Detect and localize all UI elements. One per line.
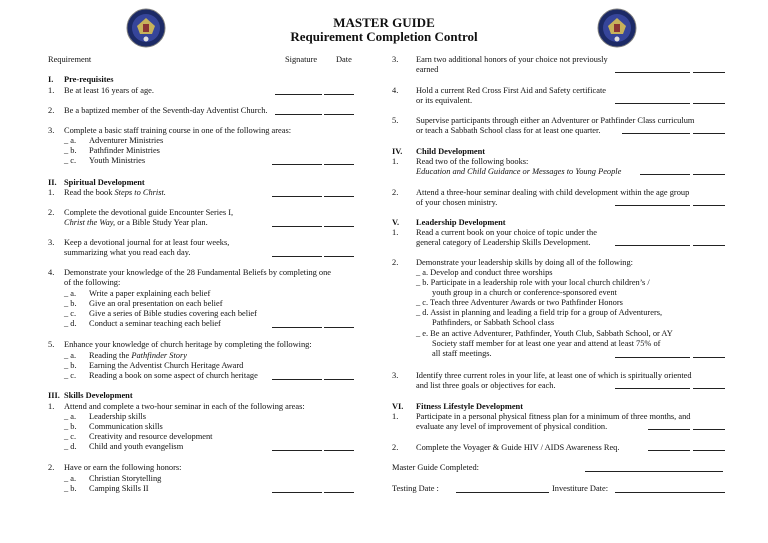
sub-checkbox[interactable]: _ b. (64, 361, 77, 370)
signature-line[interactable] (615, 205, 690, 206)
requirement-text: Demonstrate your leadership skills by doing all of the following: (416, 258, 634, 267)
date-line[interactable] (693, 133, 725, 134)
requirement-text: Keep a devotional journal for at least four weeks, (64, 238, 230, 247)
requirement-text: Enhance your knowledge of church heritage by completing the following: (64, 340, 312, 349)
signature-line[interactable] (272, 327, 322, 328)
item-number: 1. (48, 402, 55, 411)
date-line[interactable] (324, 114, 354, 115)
date-line[interactable] (324, 164, 354, 165)
sub-item[interactable]: _ a. Develop and conduct three worships (416, 268, 553, 277)
item-number: 2. (48, 106, 55, 115)
signature-line[interactable] (622, 133, 690, 134)
sub-checkbox[interactable]: _ c. (64, 371, 77, 380)
requirement-text: Identify three current roles in your life, at least one of which is spiritually oriented (416, 371, 692, 380)
date-line[interactable] (693, 429, 725, 430)
sub-checkbox[interactable]: _ c. (64, 156, 77, 165)
requirement-text: Attend and complete a two-hour seminar in each of the following areas: (64, 402, 305, 411)
item-number: 2. (48, 463, 55, 472)
item-number: 3. (392, 55, 399, 64)
sub-item[interactable]: _ c. Teach three Adventurer Awards or two Pathfinder Honors (416, 298, 623, 307)
column-header-requirement: Requirement (48, 55, 92, 64)
item-number: 1. (48, 86, 55, 95)
sub-text: Youth Ministries (89, 156, 146, 165)
date-line[interactable] (324, 492, 354, 493)
sub-item[interactable]: _ b. Participate in a leadership role with your local church children’s / (416, 278, 650, 287)
signature-line[interactable] (272, 196, 322, 197)
column-header-signature: Signature (285, 55, 318, 64)
requirement-text: Earn two additional honors of your choice not previously (416, 55, 608, 64)
signature-line[interactable] (648, 450, 690, 451)
requirement-text: Complete the Voyager & Guide HIV / AIDS Awareness Req. (416, 443, 620, 452)
item-number: 5. (392, 116, 399, 125)
sub-text: Write a paper explaining each belief (89, 289, 211, 298)
item-number: 4. (48, 268, 55, 277)
date-line[interactable] (693, 357, 725, 358)
date-line[interactable] (693, 388, 725, 389)
sub-text: all staff meetings. (432, 349, 492, 358)
requirement-text: general category of Leadership Skills Development. (416, 238, 591, 247)
requirement-text: Attend a three-hour seminar dealing with child development within the age group (416, 188, 690, 197)
date-line[interactable] (693, 174, 725, 175)
section-number: II. (48, 178, 57, 187)
requirement-text: Be a baptized member of the Seventh-day Adventist Church. (64, 106, 268, 115)
sub-checkbox[interactable]: _ b. (64, 146, 77, 155)
requirement-text: Supervise participants through either an Adventurer or Pathfinder Class curriculum (416, 116, 695, 125)
sub-text: Communication skills (89, 422, 163, 431)
section-number: V. (392, 218, 400, 227)
sub-checkbox[interactable]: _ a. (64, 474, 77, 483)
item-number: 5. (48, 340, 55, 349)
item-number: 1. (48, 188, 55, 197)
signature-line[interactable] (272, 256, 322, 257)
signature-line[interactable] (272, 379, 322, 380)
signature-line[interactable] (272, 164, 322, 165)
sub-text: Society staff member for at least one year and attend at least 75% of (432, 339, 661, 348)
item-number: 3. (48, 126, 55, 135)
sub-text: Child and youth evangelism (89, 442, 184, 451)
sub-text: Earning the Adventist Church Heritage Award (89, 361, 244, 370)
page-subtitle: Requirement Completion Control (290, 29, 478, 44)
sub-text: Reading a book on some aspect of church heritage (89, 371, 258, 380)
requirement-text: summarizing what you read each day. (64, 248, 191, 257)
requirement-text: Read the book Steps to Christ. (64, 188, 166, 197)
requirement-text: and list three goals or objectives for each. (416, 381, 556, 390)
date-line[interactable] (324, 450, 354, 451)
section-number: III. (48, 391, 60, 400)
sub-text: Conduct a seminar teaching each belief (89, 319, 221, 328)
sub-text: youth group in a church or conference-sponsored event (432, 288, 617, 297)
testing-date-line[interactable] (456, 492, 549, 493)
section-title: Skills Development (64, 391, 133, 400)
sub-item[interactable]: _ e. Be an active Adventurer, Pathfinder, Youth Club, Sabbath School, or AY (416, 329, 673, 338)
sub-text: Give an oral presentation on each belief (89, 299, 223, 308)
sub-text: Adventurer Ministries (89, 136, 164, 145)
signature-line[interactable] (275, 94, 322, 95)
requirement-text: of your chosen ministry. (416, 198, 498, 207)
signature-line[interactable] (615, 388, 690, 389)
section-title: Fitness Lifestyle Development (416, 402, 523, 411)
signature-line[interactable] (615, 357, 690, 358)
signature-line[interactable] (648, 429, 690, 430)
date-line[interactable] (324, 94, 354, 95)
section-title: Leadership Development (416, 218, 506, 227)
completed-label: Master Guide Completed: (392, 463, 479, 472)
requirement-text: or teach a Sabbath School class for at least one quarter. (416, 126, 601, 135)
item-number: 1. (392, 412, 399, 421)
signature-line[interactable] (275, 114, 322, 115)
requirement-text: Read two of the following books: (416, 157, 529, 166)
sub-text: Camping Skills II (89, 484, 149, 493)
requirement-text: Read a current book on your choice of topic under the (416, 228, 597, 237)
sub-text: Leadership skills (89, 412, 146, 421)
section-number: VI. (392, 402, 404, 411)
requirement-text: Complete a basic staff training course in one of the following areas: (64, 126, 292, 135)
signature-line[interactable] (615, 103, 690, 104)
date-line[interactable] (693, 245, 725, 246)
sub-checkbox[interactable]: _ a. (64, 136, 77, 145)
section-title: Pre-requisites (64, 75, 114, 84)
section-number: I. (48, 75, 54, 84)
sub-item[interactable]: _ d. Assist in planning and leading a field trip for a group of Adventurers, (416, 308, 663, 317)
sub-checkbox[interactable]: _ b. (64, 484, 77, 493)
sub-checkbox[interactable]: _ d. (64, 319, 77, 328)
item-number: 2. (48, 208, 55, 217)
requirement-text: of the following: (64, 278, 121, 287)
testing-date-label: Testing Date : (392, 484, 439, 493)
sub-checkbox[interactable]: _ a. (64, 289, 77, 298)
section-title: Child Development (416, 147, 486, 156)
date-line[interactable] (693, 450, 725, 451)
requirement-text: or its equivalent. (416, 96, 473, 105)
completed-line[interactable] (585, 471, 723, 472)
date-line[interactable] (693, 205, 725, 206)
date-line[interactable] (693, 72, 725, 73)
signature-line[interactable] (640, 174, 690, 175)
requirement-text: Complete the devotional guide Encounter Series I, (64, 208, 234, 217)
requirement-text: evaluate any level of improvement of physical condition. (416, 422, 608, 431)
requirement-text: earned (416, 65, 439, 74)
sub-text: Pathfinders, or Sabbath School class (432, 318, 555, 327)
section-title: Spiritual Development (64, 178, 145, 187)
item-number: 3. (392, 371, 399, 380)
item-number: 1. (392, 157, 399, 166)
requirement-text: Demonstrate your knowledge of the 28 Fundamental Beliefs by completing one (64, 268, 332, 277)
date-line[interactable] (324, 226, 354, 227)
date-line[interactable] (324, 256, 354, 257)
date-line[interactable] (324, 327, 354, 328)
sub-checkbox[interactable]: _ a. (64, 412, 77, 421)
sub-text: Christian Storytelling (89, 474, 162, 483)
item-number: 2. (392, 443, 399, 452)
item-number: 1. (392, 228, 399, 237)
signature-line[interactable] (272, 450, 322, 451)
sub-text: Reading the Pathfinder Story (89, 351, 187, 360)
date-line[interactable] (693, 103, 725, 104)
sub-checkbox[interactable]: _ b. (64, 299, 77, 308)
date-line[interactable] (324, 196, 354, 197)
investiture-date-label: Investiture Date: (552, 484, 609, 493)
sub-checkbox[interactable]: _ c. (64, 432, 77, 441)
column-header-date: Date (336, 55, 352, 64)
sub-text: Give a series of Bible studies covering each belief (89, 309, 257, 318)
signature-line[interactable] (615, 245, 690, 246)
requirement-text: Be at least 16 years of age. (64, 86, 154, 95)
page-title: MASTER GUIDE (333, 15, 435, 30)
item-number: 2. (392, 188, 399, 197)
section-number: IV. (392, 147, 403, 156)
sub-checkbox[interactable]: _ b. (64, 422, 77, 431)
requirement-text: Christ the Way, or a Bible Study Year plan. (64, 218, 208, 227)
item-number: 3. (48, 238, 55, 247)
signature-line[interactable] (272, 492, 322, 493)
requirement-text: Hold a current Red Cross First Aid and Safety certificate (416, 86, 607, 95)
signature-line[interactable] (272, 226, 322, 227)
signature-line[interactable] (615, 72, 690, 73)
requirement-text: Participate in a personal physical fitness plan for a minimum of three months, and (416, 412, 691, 421)
sub-checkbox[interactable]: _ d. (64, 442, 77, 451)
sub-checkbox[interactable]: _ c. (64, 309, 77, 318)
investiture-date-line[interactable] (615, 492, 725, 493)
sub-text: Creativity and resource development (89, 432, 213, 441)
requirement-text: Education and Child Guidance or Messages to Young People (416, 167, 622, 176)
item-number: 2. (392, 258, 399, 267)
sub-text: Pathfinder Ministries (89, 146, 160, 155)
date-line[interactable] (324, 379, 354, 380)
requirement-text: Have or earn the following honors: (64, 463, 182, 472)
item-number: 4. (392, 86, 399, 95)
sub-checkbox[interactable]: _ a. (64, 351, 77, 360)
